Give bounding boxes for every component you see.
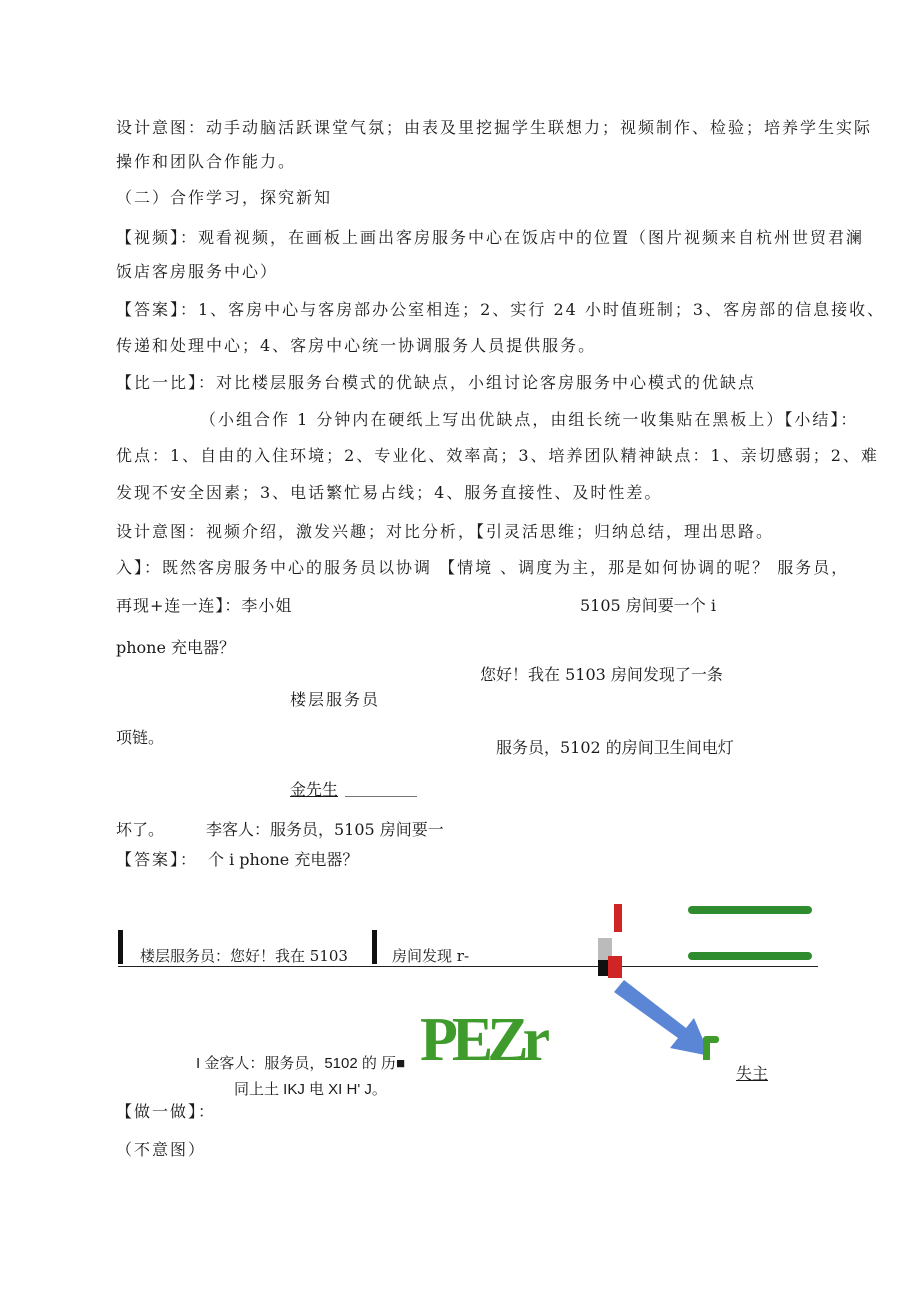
connector-rule	[118, 966, 818, 967]
owner-label: 失主	[736, 1064, 769, 1083]
video-line-2: 饭店客房服务中心）	[116, 262, 279, 281]
answer-line-1: 【答案】：1、客房中心与客房部办公室相连；2、实行 24 小时值班制；3、客房部的信息接收、	[116, 300, 886, 319]
answer-found-item: 房间发现 r-	[392, 947, 470, 965]
lamp-broken-text-2: 坏了。	[116, 820, 165, 839]
request-text-1: 5105 房间要一个 i	[580, 596, 717, 615]
group-work-line: （小组合作 1 分钟内在硬纸上写出优缺点，由组长统一收集贴在黑板上）【小结】：	[200, 410, 859, 429]
answer-li-guest-2: 个 i phone 充电器？	[208, 850, 359, 869]
floor-attendant-label: 楼层服务员	[290, 690, 381, 709]
video-line-1: 【视频】：观看视频，在画板上画出客房服务中心在饭店中的位置（图片视频来自杭州世贸君澜	[116, 228, 865, 247]
blank-underline: _________	[345, 778, 417, 797]
lamp-broken-text-1: 服务员，5102 的房间卫生间电灯	[496, 738, 734, 757]
found-item-text-1: 您好！我在 5103 房间发现了一条	[480, 665, 723, 684]
bracket-bar-right	[372, 930, 377, 964]
design-intent-line-2: 操作和团队合作能力。	[116, 152, 297, 171]
answer-label: 【答案】：	[116, 850, 199, 869]
diagram-note: （不意图）	[116, 1140, 207, 1159]
compare-line: 【比一比】：对比楼层服务台模式的优缺点，小组讨论客房服务中心模式的优缺点	[116, 373, 757, 392]
green-hook-icon	[702, 1034, 720, 1060]
found-item-text-2: 项链。	[116, 728, 165, 747]
red-fragment-icon	[598, 904, 626, 978]
answer-jin-guest: I 金客人：服务员，5102 的 历■	[196, 1055, 406, 1072]
do-it-heading: 【做一做】：	[116, 1102, 217, 1121]
answer-li-guest-1: 李客人：服务员，5105 房间要一	[206, 820, 444, 839]
scenario-connect-label: 再现+连一连】：李小姐	[116, 596, 293, 615]
design-intent-line-1: 设计意图：动手动脑活跃课堂气氛；由表及里挖掘学生联想力；视频制作、检验；培养学生实际	[116, 118, 873, 137]
pros-cons-line-1: 优点：1、自由的入住环境；2、专业化、效率高；3、培养团队精神缺点：1、亲切感弱；2、难	[116, 446, 879, 465]
garbled-green-text: PEZr	[420, 1006, 545, 1074]
scenario-intro-line: 入】：既然客房服务中心的服务员以协调 【情境 、调度为主，那是如何协调的呢？ 服务员，	[116, 558, 850, 577]
design-intent-line-3: 设计意图：视频介绍，激发兴趣；对比分析，【引灵活思维；归纳总结，理出思路。	[116, 522, 775, 541]
bracket-bar-left	[118, 930, 123, 964]
section-heading: （二）合作学习，探究新知	[116, 188, 333, 207]
mr-jin-label: 金先生	[290, 780, 339, 799]
pros-cons-line-2: 发现不安全因素；3、电话繁忙易占线；4、服务直接性、及时性差。	[116, 483, 663, 502]
answer-lamp-garbled: 同上土 IKJ 电 XI H' J。	[234, 1081, 387, 1098]
answer-line-2: 传递和处理中心；4、客房中心统一协调服务人员提供服务。	[116, 336, 597, 355]
answer-floor-attendant: 楼层服务员：您好！我在 5103	[140, 947, 348, 965]
request-text-2: phone 充电器？	[116, 638, 236, 657]
green-box-icon	[684, 902, 816, 964]
